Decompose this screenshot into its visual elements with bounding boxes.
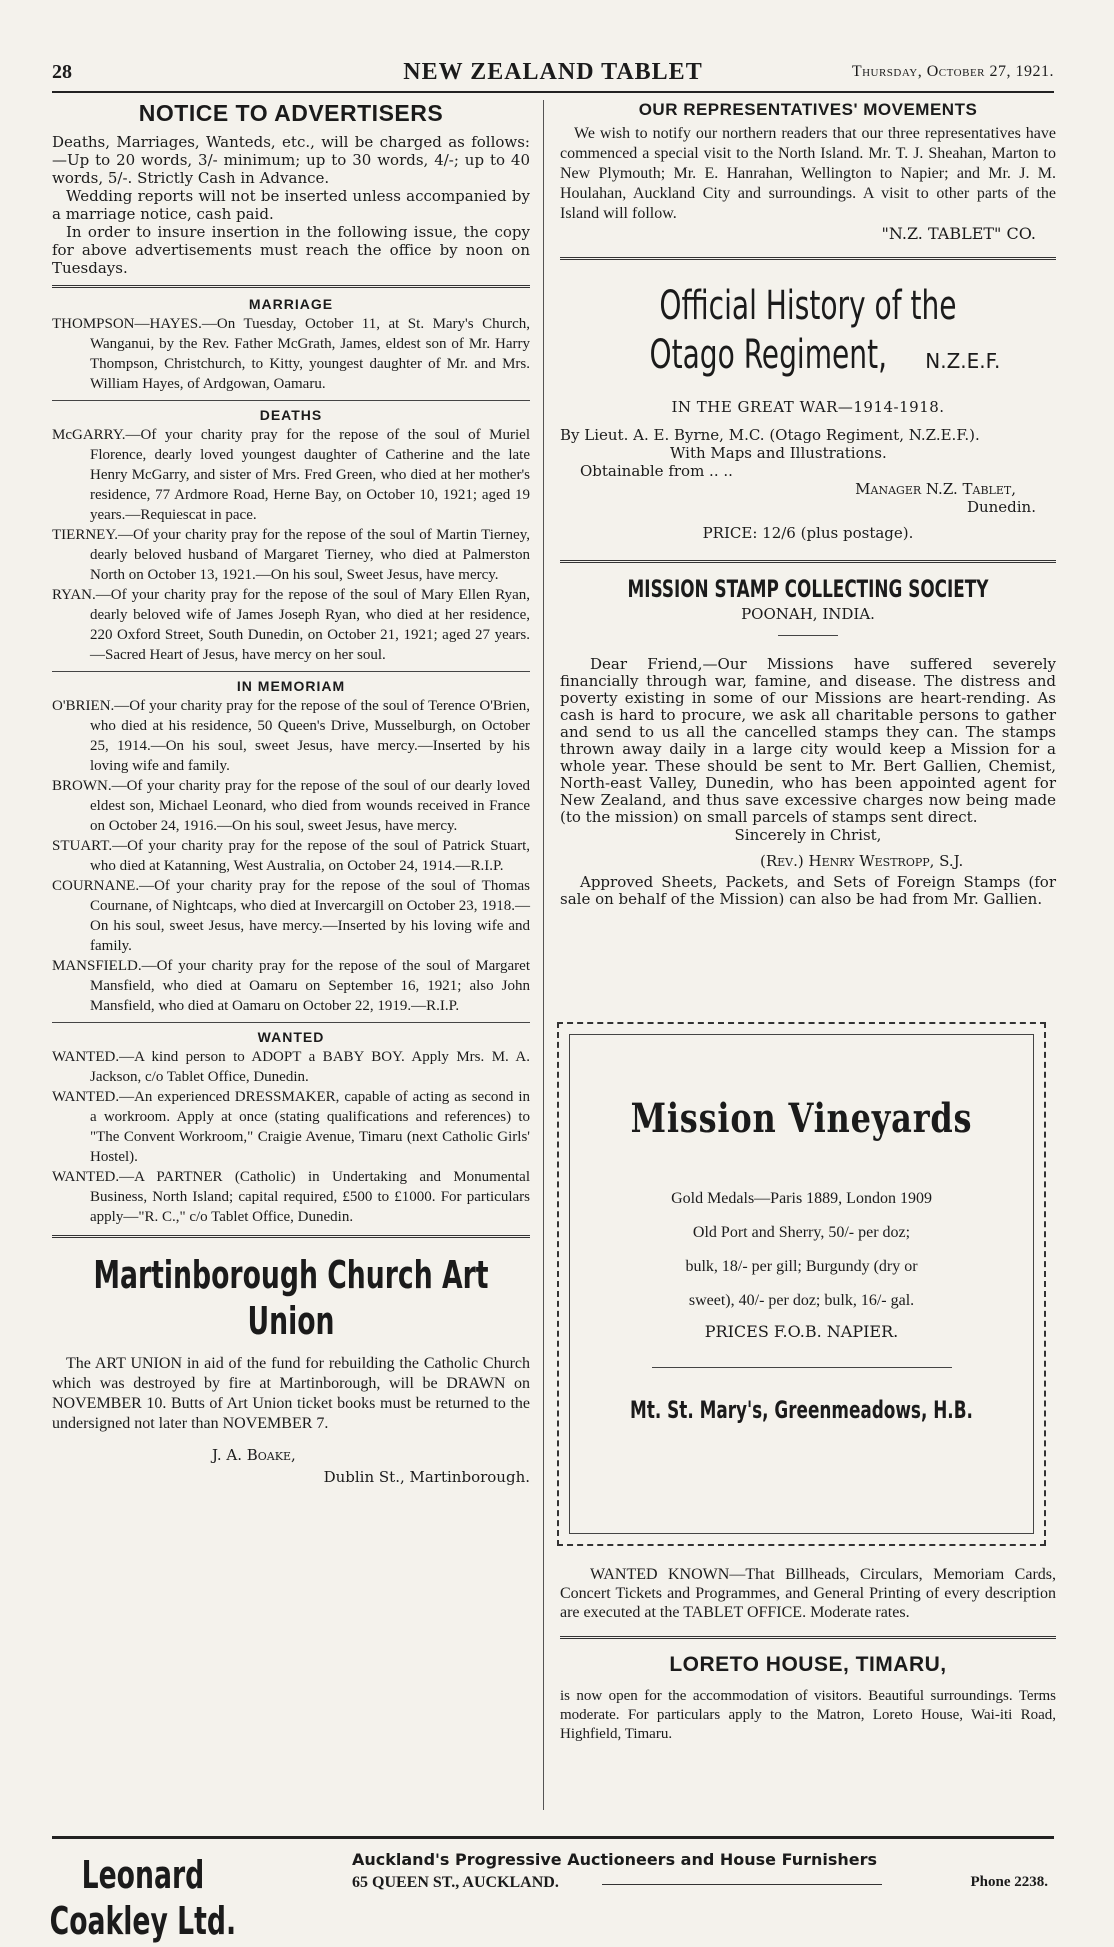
notice-wedding: Wedding reports will not be inserted unless accompanied by a marriage notice, cash paid.: [52, 187, 530, 223]
memoriam-entry: STUART.—Of your charity pray for the repose of the soul of Patrick Stuart, who died at Katanning, West Australia, on October 24, 1914.—R.I.P.: [52, 838, 530, 874]
vineyards-inner-frame: [569, 1034, 1034, 1534]
mission-stamp-closing: Sincerely in Christ,: [734, 826, 882, 844]
vineyards-line: sweet), 40/- per doz; bulk, 16/- gal.: [688, 1292, 915, 1309]
short-rule: [652, 1367, 952, 1368]
loreto-body: is now open for the accommodation of visitors. Beautiful surroundings. Terms moderate. For particulars apply to the Matron, Loreto House, Wai-iti Road, Highfield, Timaru.: [560, 1688, 1056, 1742]
marriage-entry: THOMPSON—HAYES.—On Tuesday, October 11, at St. Mary's Church, Wanganui, by the Rev. Father McGrath, James, eldest son of Mr. Harry Thompson, Christchurch, to Kitty, youngest daughter of Mr. and Mrs. William Hayes, of Ardgowan, Oamaru.: [52, 316, 530, 392]
vineyards-address: Mt. St. Mary's, Greenmeadows, H.B.: [630, 1396, 973, 1424]
representatives-heading: OUR REPRESENTATIVES' MOVEMENTS: [638, 100, 978, 119]
otago-title-suffix: N.Z.E.F.: [925, 349, 1001, 373]
vineyards-line: bulk, 18/- per gill; Burgundy (dry or: [685, 1258, 918, 1275]
otago-advert: [560, 282, 1056, 542]
memoriam-entry: COURNANE.—Of your charity pray for the repose of the soul of Thomas Cournane, of Nightcaps, who died at Invercargill on October 23, 1918.—On his soul, sweet Jesus, have mercy.—Inserted by his loving wife and family.: [52, 878, 530, 954]
vineyards-price-list: [570, 1182, 1033, 1318]
page-header: [52, 55, 1054, 91]
right-column-lower: [560, 1565, 1056, 1744]
footer-advert: [49, 1846, 1054, 1943]
death-entry: McGARRY.—Of your charity pray for the repose of the soul of Muriel Florence, dearly loved youngest daughter of Catherine and the late Henry McGarry, and sister of Mrs. Fred Green, who died at her mother's residence, 77 Ardmore Road, Herne Bay, on October 10, 1921; aged 19 years.—Requiescat in pace.: [52, 427, 530, 523]
header-rule: [52, 91, 1054, 93]
otago-city: Dunedin.: [966, 498, 1036, 516]
representatives-body: We wish to notify our northern readers that our three representatives have commenced a special visit to the North Island. Mr. T. J. Sheahan, Marton to New Plymouth; Mr. E. Hanrahan, Wellington to Napier; and Mr. J. M. Houlahan, Auckland City and surroundings. A visit to other parts of the Island will follow.: [560, 125, 1056, 222]
otago-title-regiment: Otago Regiment,: [649, 332, 887, 378]
section-divider: [52, 1235, 530, 1238]
section-divider: [560, 257, 1056, 260]
notice-deadline: In order to insure insertion in the following issue, the copy for above advertisements must reach the office by noon on Tuesdays.: [52, 223, 530, 277]
footer-phone: Phone 2238.: [970, 1874, 1048, 1890]
vineyards-line: Gold Medals—Paris 1889, London 1909: [671, 1190, 932, 1207]
marriage-heading: MARRIAGE: [248, 296, 334, 312]
memoriam-heading: IN MEMORIAM: [236, 678, 346, 694]
vineyards-heading: Mission Vineyards: [630, 1095, 973, 1142]
footer-brand: Leonard Coakley Ltd.: [49, 1853, 237, 1943]
wanted-heading: WANTED: [257, 1029, 325, 1045]
otago-price: PRICE: 12/6 (plus postage).: [702, 524, 914, 542]
otago-title-line2: [560, 330, 1056, 388]
notice-heading: NOTICE TO ADVERTISERS: [138, 100, 444, 126]
section-divider: [52, 285, 530, 288]
representatives-signoff: "N.Z. TABLET" CO.: [881, 224, 1036, 243]
notice-rates: Deaths, Marriages, Wanteds, etc., will be charged as follows:—Up to 20 words, 3/- minimum; up to 30 words, 4/-; up to 40 words, 5/-. Strictly Cash in Advance.: [52, 133, 530, 187]
issue-date: Thursday, October 27, 1921.: [851, 63, 1054, 80]
vineyards-fob: PRICES F.O.B. NAPIER.: [704, 1322, 899, 1341]
wanted-known-body: WANTED KNOWN—That Billheads, Circulars, Memoriam Cards, Concert Tickets and Programmes, and General Printing of every description are executed at the TABLET OFFICE. Moderate rates.: [560, 1566, 1056, 1621]
mission-stamp-location: POONAH, INDIA.: [741, 605, 875, 623]
memoriam-entry: BROWN.—Of your charity pray for the repose of the soul of our dearly loved eldest son, Michael Leonard, who died from wounds received in France on October 24, 1916.—On his soul, sweet Jesus, have mercy.: [52, 778, 530, 834]
loreto-heading: LORETO HOUSE, TIMARU,: [669, 1653, 947, 1676]
wanted-entry: WANTED.—An experienced DRESSMAKER, capable of acting as second in a workroom. Apply at once (stating qualifications and references) to "The Convent Workroom," Craigie Avenue, Timaru (next Catholic Girls' Hostel).: [52, 1089, 530, 1165]
art-union-body: The ART UNION in aid of the fund for rebuilding the Catholic Church which was destroyed by fire at Martinborough, will be DRAWN on NOVEMBER 10. Butts of Art Union ticket books must be returned to the undersigned not later than NOVEMBER 7.: [52, 1355, 530, 1432]
mission-stamp-postscript: Approved Sheets, Packets, and Sets of Foreign Stamps (for sale on behalf of the Mission) can also be had from Mr. Gallien.: [560, 873, 1056, 908]
otago-author: By Lieut. A. E. Byrne, M.C. (Otago Regiment, N.Z.E.F.).: [560, 426, 980, 444]
mission-stamp-body: Dear Friend,—Our Missions have suffered severely financially through war, famine, and disease. The distress and poverty existing in some of our Missions are heart-rending. As cash is hard to procure, we ask all charitable persons to gather and send to us all the cancelled stamps they can. The stamps thrown away daily in a large city would keep a Mission for a whole year. These should be sent to Mr. Bert Gallien, Chemist, North-east Valley, Dunedin, who has been appointed agent for New Zealand, and thus save excessive charges now being made (to the mission) on small parcels of stamps sent direct.: [560, 655, 1056, 826]
footer-tagline: Auckland's Progressive Auctioneers and House Furnishers: [352, 1850, 878, 1869]
vineyards-line: Old Port and Sherry, 50/- per doz;: [692, 1224, 911, 1241]
art-union-address: Dublin St., Martinborough.: [323, 1468, 530, 1486]
otago-subtitle: IN THE GREAT WAR—1914-1918.: [671, 398, 945, 416]
memoriam-entry: MANSFIELD.—Of your charity pray for the repose of the soul of Margaret Mansfield, who died at Oamaru on September 16, 1921; also John Mansfield, who died at Oamaru on October 22, 1919.—R.I.P.: [52, 958, 530, 1014]
left-column: [52, 100, 530, 1486]
mission-stamp-signature: (Rev.) Henry Westropp, S.J.: [760, 852, 964, 870]
otago-manager: Manager N.Z. Tablet,: [855, 480, 1016, 498]
deaths-heading: DEATHS: [259, 407, 323, 423]
section-divider: [560, 560, 1056, 563]
otago-title-line1: Official History of the: [659, 283, 957, 329]
masthead-title: NEW ZEALAND TABLET: [403, 59, 703, 85]
art-union-signature: J. A. Boake,: [212, 1446, 296, 1464]
footer-leader-rule: [602, 1884, 882, 1885]
right-column: [560, 100, 1056, 908]
mission-stamp-heading: MISSION STAMP COLLECTING SOCIETY: [627, 575, 989, 603]
short-rule: [778, 635, 838, 636]
wanted-entry: WANTED.—A kind person to ADOPT a BABY BOY. Apply Mrs. M. A. Jackson, c/o Tablet Office, Dunedin.: [52, 1049, 530, 1085]
footer-rule: [52, 1836, 1054, 1839]
column-divider: [543, 100, 544, 1810]
otago-obtain: Obtainable from .. ..: [580, 462, 733, 480]
memoriam-entry: O'BRIEN.—Of your charity pray for the repose of the soul of Terence O'Brien, who died at his residence, 50 Queen's Drive, Musselburgh, on October 25, 1914.—On his soul, sweet Jesus, have mercy.—Inserted by his loving wife and family.: [52, 698, 530, 774]
otago-maps: With Maps and Illustrations.: [670, 444, 887, 462]
art-union-heading: Martinborough Church Art Union: [93, 1253, 489, 1343]
section-divider: [52, 671, 530, 672]
wanted-entry: WANTED.—A PARTNER (Catholic) in Undertaking and Monumental Business, North Island; capital required, £500 to £1000. For particulars apply—"R. C.," c/o Tablet Office, Dunedin.: [52, 1169, 530, 1225]
section-divider: [52, 1022, 530, 1023]
section-divider: [560, 1636, 1056, 1639]
footer-address: 65 QUEEN ST., AUCKLAND.: [352, 1874, 559, 1891]
death-entry: RYAN.—Of your charity pray for the repose of the soul of Mary Ellen Ryan, dearly beloved wife of James Joseph Ryan, who died at her residence, 220 Oxford Street, South Dunedin, on October 21, 1921; aged 27 years.—Sacred Heart of Jesus, have mercy on her soul.: [52, 587, 530, 663]
vineyards-advert: [557, 1022, 1046, 1546]
death-entry: TIERNEY.—Of your charity pray for the repose of the soul of Martin Tierney, dearly beloved husband of Margaret Tierney, who died at Palmerston North on October 13, 1921.—On his soul, Sweet Jesus, have mercy.: [52, 527, 530, 583]
section-divider: [52, 400, 530, 401]
page-number: 28: [52, 61, 72, 83]
